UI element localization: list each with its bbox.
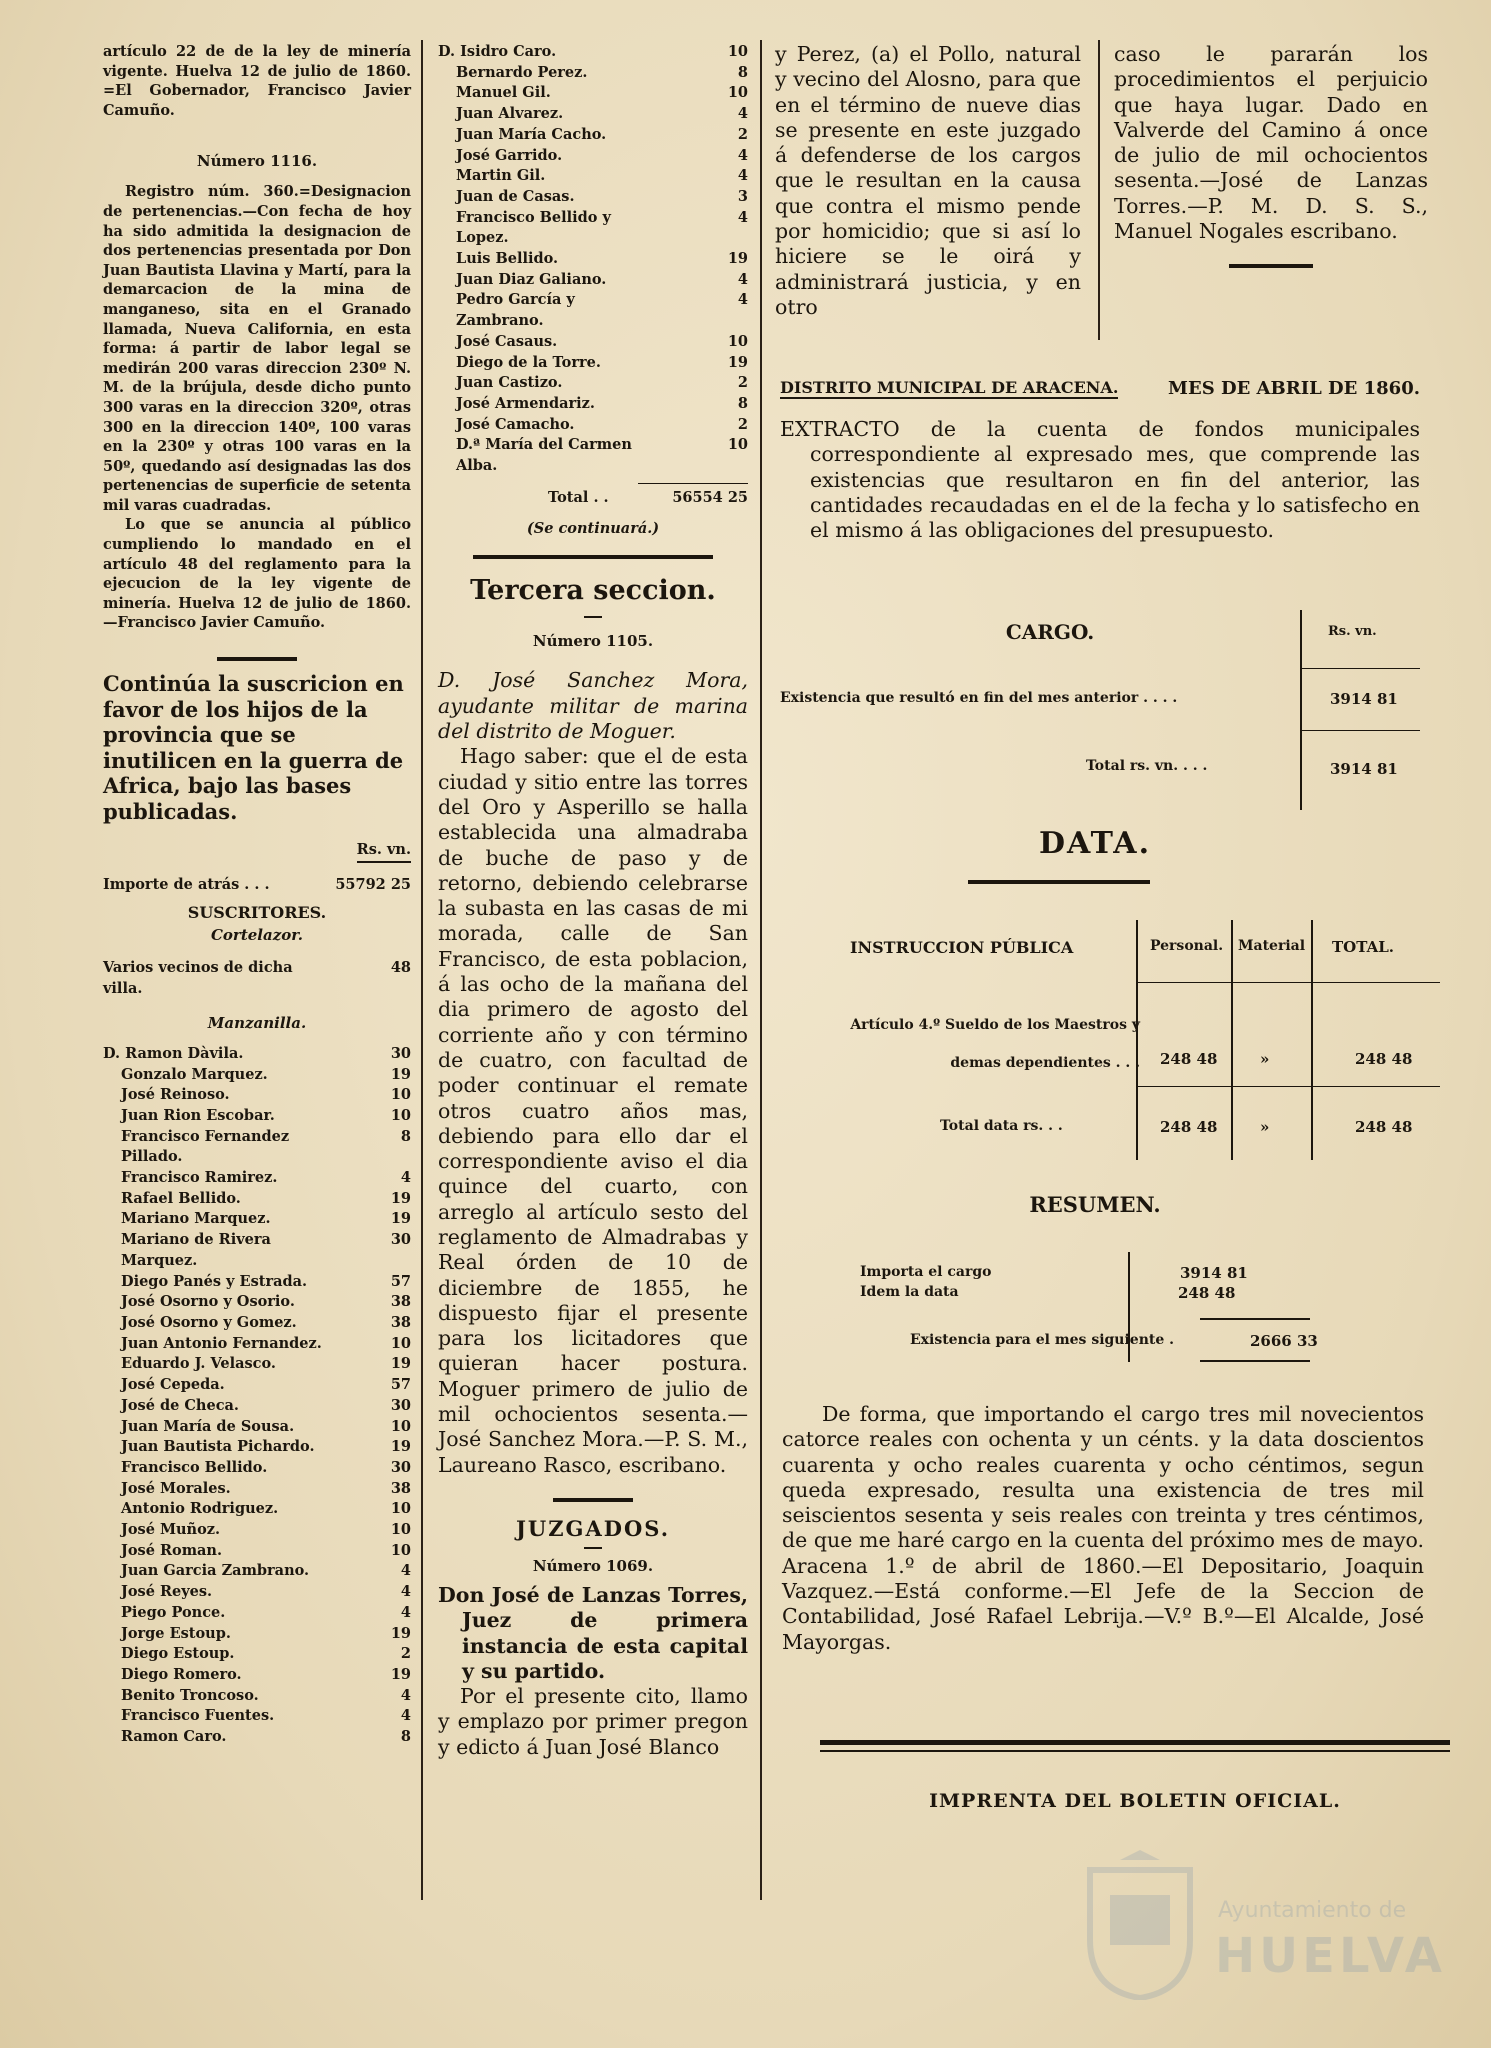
- subscriber-amount: 10: [390, 1521, 411, 1539]
- watermark-line1: Ayuntamiento de: [1218, 1898, 1407, 1923]
- subscriber-amount: 10: [390, 1417, 411, 1435]
- subscriber-name: Juan Castizo.: [456, 374, 563, 392]
- subscriber-amount: 19: [727, 250, 748, 268]
- column-3: [775, 42, 1081, 320]
- list-item: [103, 1085, 411, 1106]
- list-item: [103, 1313, 411, 1334]
- subscriber-name: José Armendariz.: [456, 394, 595, 412]
- total-data-material: »: [1260, 1118, 1270, 1136]
- data-heading: DATA.: [1038, 826, 1152, 861]
- articulo-label: Artículo 4.º Sueldo de los Maestros y demas dependientes . . .: [850, 1017, 1140, 1071]
- total-data-personal: 248 48: [1160, 1118, 1218, 1136]
- subscriber-name: Juan María de Sousa.: [121, 1417, 295, 1435]
- subscriber-amount: 10: [390, 1334, 411, 1352]
- dash: [584, 1547, 602, 1549]
- subscriber-amount: 19: [390, 1438, 411, 1456]
- subscriber-name: José Osorno y Osorio.: [121, 1293, 295, 1311]
- list-item: [438, 332, 748, 353]
- imprenta: IMPRENTA DEL BOLETIN OFICIAL.: [929, 1790, 1341, 1812]
- town-manzanilla: Manzanilla.: [207, 1013, 307, 1032]
- subscriber-name: Martin Gil.: [456, 167, 546, 185]
- articulo-total: 248 48: [1355, 1050, 1413, 1068]
- subscriber-name: Bernardo Perez.: [456, 63, 588, 81]
- subscriber-name: Francisco Fernandez Pillado.: [121, 1127, 290, 1166]
- list-item: [103, 1437, 411, 1458]
- subscriber-name: Juan Garcia Zambrano.: [121, 1562, 310, 1580]
- subscriber-name: José Camacho.: [456, 415, 575, 433]
- subscriber-name: Ramon Caro.: [121, 1728, 227, 1746]
- list-item: [103, 1106, 411, 1127]
- subscriber-name: Juan Alvarez.: [456, 105, 564, 123]
- articulo-personal: 248 48: [1160, 1050, 1218, 1068]
- subscriber-amount: 57: [390, 1272, 411, 1290]
- list-item: [438, 249, 748, 270]
- subscriber-name: José Garrido.: [456, 146, 563, 164]
- list-item: [438, 146, 748, 167]
- mining-notice-end: artículo 22 de de la ley de minería vigente. Huelva 12 de julio de 1860. =El Gobernador, Francisco Javier Camuño.: [103, 43, 411, 119]
- resumen-paragraph: De forma, que importando el cargo tres mil novecientos catorce reales con ochenta y un cénts. y la data doscientos cuarenta y ocho reales cuarenta y ocho céntimos, segun queda expresado, resulta una existencia de tres mil seiscientos sesenta y seis reales con treinta y tres céntimos, de que me haré cargo en la cuenta del próximo mes de mayo. Aracena 1.º de abril de 1860.—El Depositario, Joaquin Vazquez.—Está conforme.—El Jefe de la Seccion de Contabilidad, José Rafael Lebrija.—V.º B.º—El Alcalde, José Mayorgas.: [782, 1402, 1424, 1654]
- subscriber-name: José Reyes.: [121, 1583, 213, 1601]
- subscriber-name: José de Checa.: [121, 1396, 239, 1414]
- importe-row: Importe de atrás . . . 55792 25: [103, 875, 411, 893]
- varios-row: Varios vecinos de dicha villa. 48: [103, 959, 411, 998]
- subscriber-name: Eduardo J. Velasco.: [121, 1355, 276, 1373]
- lanzas-title: Don José de Lanzas Torres, Juez de primera instancia de esta capital y su partido.: [438, 1582, 748, 1683]
- list-item: [438, 353, 748, 374]
- subscriber-amount: 4: [400, 1562, 411, 1580]
- subscriber-name: Francisco Bellido.: [121, 1458, 268, 1476]
- existencia-sig-label: Existencia para el mes siguiente .: [910, 1332, 1175, 1348]
- subscriber-amount: 4: [400, 1583, 411, 1601]
- data-rule: [968, 880, 1150, 884]
- articulo-material: »: [1260, 1050, 1270, 1068]
- juzgados-heading: JUZGADOS.: [515, 1515, 671, 1541]
- list-item: [103, 1561, 411, 1582]
- divider: [473, 555, 713, 559]
- list-item: [103, 1686, 411, 1707]
- list-item: [438, 435, 748, 476]
- subscriber-amount: 10: [727, 43, 748, 60]
- list-item: [103, 1230, 411, 1271]
- subscriber-amount: 19: [390, 1355, 411, 1373]
- subscriber-name: Juan María Cacho.: [456, 125, 607, 143]
- resumen-heading: RESUMEN.: [1029, 1192, 1161, 1217]
- instruccion-publica: INSTRUCCION PÚBLICA: [850, 938, 1074, 957]
- subscriber-amount: 19: [390, 1065, 411, 1083]
- divider: [553, 1498, 633, 1502]
- column-rule: [421, 40, 423, 1900]
- subscriber-name: Juan Diaz Galiano.: [456, 270, 607, 288]
- subscriber-amount: 4: [737, 208, 748, 226]
- subscriber-name: Juan Rion Escobar.: [121, 1106, 275, 1124]
- subscriber-amount: 2: [737, 374, 748, 392]
- list-item: [438, 270, 748, 291]
- list-item: [103, 1272, 411, 1293]
- list-item: [438, 415, 748, 436]
- watermark-logo: [1080, 1850, 1460, 2020]
- subscriber-amount: 10: [390, 1541, 411, 1559]
- subscriber-amount: 4: [737, 146, 748, 164]
- notice-number: Número 1116.: [196, 152, 318, 171]
- list-item: [103, 1375, 411, 1396]
- subscriber-name: José Muñoz.: [121, 1521, 221, 1539]
- subscriber-name: Jorge Estoup.: [121, 1624, 231, 1642]
- subscriber-name: Piego Ponce.: [121, 1603, 226, 1621]
- total-rs-value: 3914 81: [1330, 760, 1398, 778]
- list-item: [103, 1292, 411, 1313]
- list-item: [103, 1065, 411, 1086]
- subscriber-amount: 4: [400, 1686, 411, 1704]
- subscriber-amount: 19: [390, 1624, 411, 1642]
- suscritores-heading: SUSCRITORES.: [187, 903, 327, 923]
- list-item: [103, 1127, 411, 1168]
- data-table: [780, 920, 1440, 1160]
- subscriber-name: Manuel Gil.: [456, 84, 551, 102]
- existencia-value: 3914 81: [1330, 690, 1398, 708]
- subscriber-name: Diego Estoup.: [121, 1645, 235, 1663]
- subscriber-name: Juan Antonio Fernandez.: [121, 1334, 322, 1352]
- subscriber-amount: 2: [737, 415, 748, 433]
- existencia-label: Existencia que resultó en fin del mes anterior . . . .: [780, 690, 1178, 706]
- subscriber-name: Luis Bellido.: [456, 250, 559, 268]
- registro-paragraph: Registro núm. 360.=Designacion de pertenencias.—Con fecha de hoy ha sido admitida la designacion de dos pertenencias presentada por Don Juan Bautista Llavina y Martí, para la demarcacion de la mina de manganeso, sita en el Granado llamada, Nueva California, en esta forma: á partir de labor legal se medirán 200 varas direccion 230º N. M. de la brújula, desde dicho punto 300 varas en la direccion 320º, otras 300 en la direccion 140º, 100 varas en la 230º y otras 100 varas en la 50º, quedando así designadas las dos pertenencias de superficie de setenta mil varas cuadradas.: [103, 183, 411, 514]
- subscriber-name: Pedro García y Zambrano.: [456, 291, 575, 330]
- list-item: [103, 1334, 411, 1355]
- divider: [217, 657, 297, 661]
- subscriber-amount: 10: [390, 1106, 411, 1124]
- list-item: [103, 1665, 411, 1686]
- subscription-heading: Continúa la suscricion en favor de los hijos de la provincia que se inutilicen en la guerra de Africa, bajo las bases publicadas.: [103, 671, 404, 824]
- subscriber-name: Francisco Fuentes.: [121, 1707, 275, 1725]
- subscriber-list-continued: [438, 42, 748, 477]
- list-item: [438, 166, 748, 187]
- subscriber-name: José Casaus.: [456, 332, 558, 350]
- subscriber-amount: 57: [390, 1376, 411, 1394]
- existencia-sig-value: 2666 33: [1250, 1332, 1318, 1350]
- resumen-table: [860, 1252, 1330, 1362]
- crest-icon: [1080, 1850, 1200, 2000]
- list-item: [103, 1044, 411, 1065]
- subscriber-amount: 30: [390, 1458, 411, 1476]
- subscriber-amount: 10: [390, 1086, 411, 1104]
- subscriber-name: D.ª María del Carmen Alba.: [456, 436, 632, 475]
- total-data-label: Total data rs. . .: [940, 1118, 1063, 1134]
- list-item: [103, 1499, 411, 1520]
- section-title: Tercera seccion.: [470, 575, 716, 607]
- subscriber-name: Francisco Ramirez.: [121, 1169, 278, 1187]
- subscriber-amount: 19: [390, 1189, 411, 1207]
- subscriber-amount: 19: [390, 1665, 411, 1683]
- total-rs-label: Total rs. vn. . . .: [1086, 758, 1208, 774]
- aracena-header: DISTRITO MUNICIPAL DE ARACENA. MES DE ABRIL DE 1860.: [780, 378, 1420, 399]
- subscriber-amount: 8: [400, 1728, 411, 1746]
- aracena-account: [780, 378, 1420, 543]
- col-total: TOTAL.: [1332, 938, 1394, 956]
- subscriber-name: Benito Troncoso.: [121, 1686, 259, 1704]
- subscriber-name: José Cepeda.: [121, 1376, 225, 1394]
- subscriber-amount: 8: [737, 394, 748, 412]
- list-item: [103, 1624, 411, 1645]
- column-4: [1114, 42, 1428, 278]
- col-personal: Personal.: [1150, 938, 1224, 954]
- lanzas-end: caso le pararán los procedimientos el perjuicio que haya lugar. Dado en Valverde del Camino á once de julio de mil ochocientos sesenta.—José de Lanzas Torres.—P. M. D. S. S., Manuel Nogales escribano.: [1114, 42, 1428, 244]
- subscriber-name: José Reinoso.: [121, 1086, 230, 1104]
- subscriber-amount: 38: [390, 1293, 411, 1311]
- subscriber-name: Juan de Casas.: [456, 187, 575, 205]
- idem-label: Idem la data: [860, 1284, 959, 1300]
- subscriber-amount: 10: [390, 1500, 411, 1518]
- list-item: [103, 1458, 411, 1479]
- list-item: [438, 83, 748, 104]
- subscriber-name: D. Isidro Caro.: [438, 43, 557, 60]
- subscriber-amount: 10: [727, 436, 748, 454]
- list-item: [103, 1541, 411, 1562]
- lanzas-body: Por el presente cito, llamo y emplazo por primer pregon y edicto á Juan José Blanco: [438, 1684, 748, 1759]
- subscriber-amount: 4: [400, 1603, 411, 1621]
- subscriber-amount: 38: [390, 1479, 411, 1497]
- subscriber-amount: 30: [390, 1044, 411, 1062]
- subscriber-name: Diego Panés y Estrada.: [121, 1272, 308, 1290]
- lanzas-continued: y Perez, (a) el Pollo, natural y vecino del Alosno, para que en el término de nueve dias se presente en este juzgado á defenderse de los cargos que le resultan en la causa que contra el mismo pende por homicidio; que si así lo hiciere se le oirá y administrará justicia, y en otro: [775, 42, 1081, 319]
- importa-value: 3914 81: [1180, 1264, 1248, 1282]
- list-item: [438, 394, 748, 415]
- subscriber-amount: 4: [737, 270, 748, 288]
- notice-number: Número 1069.: [532, 1556, 654, 1575]
- column-rule: [760, 40, 762, 1900]
- subscriber-amount: 3: [737, 187, 748, 205]
- town-cortelazor: Cortelazor.: [210, 926, 303, 945]
- list-item: [438, 290, 748, 331]
- subscriber-name: Diego de la Torre.: [456, 353, 601, 371]
- list-item: [438, 208, 748, 249]
- subscriber-amount: 30: [390, 1231, 411, 1249]
- total-data-total: 248 48: [1355, 1118, 1413, 1136]
- subscriber-name: Francisco Bellido y Lopez.: [456, 208, 611, 247]
- subscriber-amount: 8: [737, 63, 748, 81]
- subscriber-amount: 4: [737, 105, 748, 123]
- list-item: [438, 63, 748, 84]
- notice-number: Número 1105.: [532, 632, 654, 651]
- list-item: [103, 1520, 411, 1541]
- extracto: EXTRACTO de la cuenta de fondos municipales correspondiente al expresado mes, que comprende las existencias que resultaron en fin del anterior, las cantidades recaudadas en el de la fecha y lo satisfecho en el mismo á las obligaciones del presupuesto.: [780, 417, 1420, 543]
- list-item: [103, 1189, 411, 1210]
- subscriber-amount: 4: [400, 1169, 411, 1187]
- subscriber-amount: 19: [390, 1210, 411, 1228]
- list-item: [103, 1644, 411, 1665]
- subscriber-name: Diego Romero.: [121, 1665, 242, 1683]
- list-item: [103, 1209, 411, 1230]
- column-1: [103, 42, 411, 1748]
- list-item: [103, 1479, 411, 1500]
- subscriber-amount: 10: [727, 332, 748, 350]
- subscriber-list: [103, 1044, 411, 1748]
- subscriber-name: Mariano de Rivera Marquez.: [121, 1231, 271, 1269]
- column-2: [438, 42, 748, 1760]
- subscriber-name: Gonzalo Marquez.: [121, 1065, 268, 1083]
- importa-label: Importa el cargo: [860, 1264, 992, 1280]
- rs-vn-header: Rs. vn.: [1328, 624, 1377, 639]
- subscriber-amount: 38: [390, 1313, 411, 1331]
- subscriber-name: Juan Bautista Pichardo.: [121, 1438, 315, 1456]
- list-item: [438, 104, 748, 125]
- dash: [584, 616, 602, 618]
- subscriber-name: José Osorno y Gomez.: [121, 1313, 297, 1331]
- list-item: [438, 373, 748, 394]
- list-item: [103, 1168, 411, 1189]
- total-rule: [638, 483, 748, 484]
- closing-rule-thin: [820, 1750, 1450, 1752]
- subscriber-amount: 4: [400, 1707, 411, 1725]
- list-item: [438, 187, 748, 208]
- mora-body: Hago saber: que el de esta ciudad y sitio entre las torres del Oro y Asperillo se halla establecida una almadraba de buche de paso y de retorno, debiendo celebrarse la subasta en las casas de mi morada, calle de San Francisco, de esta poblacion, á las ocho de la mañana del dia primero de agosto del corriente año y con término de cuatro, con facultad de poder continuar el remate otros cuatro años mas, debiendo para ello dar el correspondiente aviso el dia quince del cuarto, con arreglo al artículo sesto del reglamento de Almadrabas y Real órden de 10 de diciembre de 1855, he dispuesto fijar el presente para los licitadores que quieran hacer postura. Moguer primero de julio de mil ochocientos sesenta.—José Sanchez Mora.—P. S. M., Laureano Rasco, escribano.: [438, 744, 748, 1477]
- subscriber-amount: 10: [727, 84, 748, 102]
- idem-value: 248 48: [1178, 1284, 1236, 1302]
- subscriber-amount: 19: [727, 353, 748, 371]
- subscriber-name: D. Ramon Dàvila.: [103, 1044, 244, 1062]
- column-rule: [1098, 40, 1100, 340]
- subscriber-name: Rafael Bellido.: [121, 1189, 241, 1207]
- list-item: [103, 1396, 411, 1417]
- closing-rule: [820, 1740, 1450, 1745]
- list-item: [103, 1417, 411, 1438]
- list-item: [103, 1727, 411, 1748]
- total-row: Total . . 56554 25: [548, 488, 748, 506]
- subscriber-amount: 2: [400, 1645, 411, 1663]
- cargo-table: [780, 610, 1420, 810]
- subscriber-amount: 4: [737, 167, 748, 185]
- subscriber-name: Mariano Marquez.: [121, 1210, 271, 1228]
- subscriber-amount: 8: [400, 1127, 411, 1145]
- subscriber-name: José Roman.: [121, 1541, 223, 1559]
- list-item: [103, 1706, 411, 1727]
- list-item: [438, 42, 748, 63]
- currency-header: Rs. vn.: [103, 840, 411, 863]
- subscriber-amount: 4: [737, 291, 748, 309]
- subscriber-name: Antonio Rodriguez.: [121, 1500, 279, 1518]
- subscriber-amount: 2: [737, 125, 748, 143]
- subscriber-amount: 30: [390, 1396, 411, 1414]
- cargo-heading: CARGO.: [1005, 620, 1095, 644]
- mora-title: D. José Sanchez Mora, ayudante militar de marina del distrito de Moguer.: [438, 668, 748, 744]
- subscriber-name: José Morales.: [121, 1479, 231, 1497]
- col-material: Material: [1238, 938, 1306, 954]
- watermark-line2: HUELVA: [1215, 1928, 1446, 1984]
- continuara: (Se continuará.): [526, 520, 660, 538]
- divider: [1229, 264, 1313, 268]
- registro-paragraph-2: Lo que se anuncia al público cumpliendo lo mandado en el artículo 48 del reglamento para la ejecucion de la ley vigente de minería. Huelva 12 de julio de 1860.—Francisco Javier Camuño.: [103, 516, 411, 632]
- list-item: [103, 1354, 411, 1375]
- list-item: [103, 1582, 411, 1603]
- list-item: [438, 125, 748, 146]
- list-item: [103, 1603, 411, 1624]
